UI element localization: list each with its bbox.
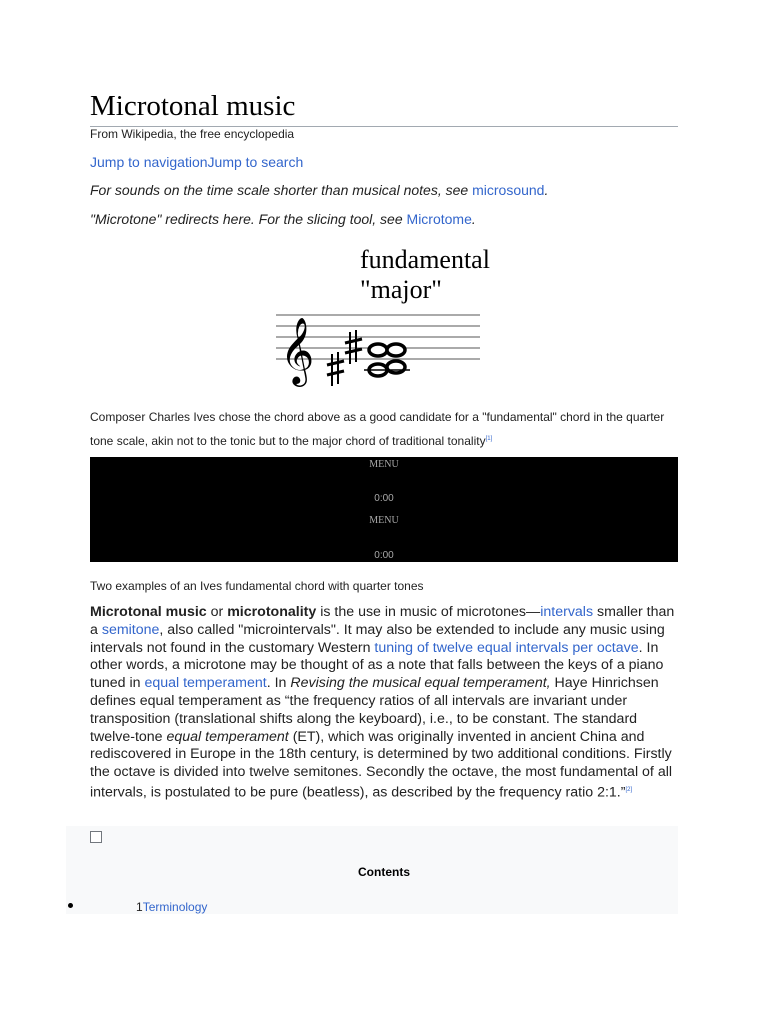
hatnote-end: . — [471, 211, 476, 227]
hatnote-text: "Microtone" redirects here. For the slicing tool, see — [90, 211, 407, 227]
audio-caption: Two examples of an Ives fundamental chord with quarter tones — [90, 579, 424, 593]
player-time: 0:00 — [374, 550, 394, 561]
bullet-icon — [68, 903, 73, 908]
semitone-link[interactable]: semitone — [101, 621, 160, 638]
figure-caption — [90, 406, 678, 452]
music-score-image — [270, 240, 500, 390]
player-menu-button[interactable]: MENU — [369, 459, 399, 470]
italic-term: equal temperament — [166, 728, 289, 745]
page-title: Microtonal music — [90, 86, 678, 127]
hatnote-end: . — [544, 182, 549, 198]
player-menu-button[interactable]: MENU — [369, 515, 399, 526]
chord-notes — [369, 344, 405, 376]
hatnote-text: For sounds on the time scale shorter than musical notes, see — [90, 182, 473, 198]
twelve-tet-link[interactable]: tuning of twelve equal intervals per octave — [374, 639, 639, 656]
intervals-link[interactable]: intervals — [540, 604, 594, 620]
player-time: 0:00 — [374, 493, 394, 504]
hatnote-microtome — [90, 211, 476, 227]
equal-temperament-link[interactable]: equal temperament — [144, 675, 267, 692]
jump-to-navigation-link[interactable]: Jump to navigation — [90, 154, 208, 170]
intro-paragraph — [90, 604, 678, 803]
text: (ET), which was originally invented in ancient China and rediscovered in Europe in the 18th century, is determined by two additional conditions. Firstly the octave is divided into twelve semitones. Secondly the octave, the most fundamental of all intervals, is postulated to be pure (beatless), as described by the frequency ratio 2:1.” — [90, 728, 673, 801]
text: or — [206, 604, 228, 620]
microtome-link[interactable]: Microtome — [406, 211, 472, 227]
site-subtitle: From Wikipedia, the free encyclopedia — [90, 127, 295, 141]
audio-player[interactable] — [90, 457, 678, 562]
text: , also called "microintervals". It may also be extended to include any music using intervals not found in the customary Western — [90, 621, 665, 656]
figure-caption-text: Composer Charles Ives chose the chord above as a good candidate for a "fundamental" chord in the quarter tone scale, akin not to the tonic but to the major chord of traditional tonality — [90, 410, 665, 448]
text: Haye Hinrichsen defines equal temperament as “the frequency ratios of all intervals are invariant under transposition (translational shifts along the keyboard), i.e., to be constant. The standard twelve-tone — [90, 675, 659, 745]
treble-clef-icon: 𝄞 — [280, 316, 315, 384]
ref-1[interactable]: [1] — [485, 436, 493, 442]
microsound-link[interactable]: microsound — [472, 182, 545, 198]
text: . In other words, a microtone may be thought of as a note that falls between the keys of a piano tuned in — [90, 639, 664, 692]
toc-item-number: 1 — [136, 900, 143, 914]
text: . In — [266, 675, 291, 692]
italic-title: Revising the musical equal temperament, — [290, 675, 551, 692]
toc-item-terminology-link[interactable]: Terminology — [142, 900, 208, 914]
chord-figure[interactable] — [270, 240, 500, 390]
jump-links — [90, 154, 303, 170]
toc-title: Contents — [358, 865, 410, 879]
ref-2[interactable]: [2] — [625, 786, 633, 793]
hatnote-microsound — [90, 182, 548, 198]
sharp-lower-icon — [327, 352, 344, 386]
bold-term: microtonality — [227, 604, 317, 620]
figure-label-line1: fundamental — [360, 245, 490, 274]
toc-toggle-checkbox[interactable] — [90, 831, 102, 843]
bold-term: Microtonal music — [90, 604, 207, 620]
text: smaller than a — [90, 604, 675, 638]
toc-item[interactable] — [136, 900, 207, 914]
jump-to-search-link[interactable]: Jump to search — [207, 154, 304, 170]
text: is the use in music of microtones— — [316, 604, 541, 620]
figure-label-line2: "major" — [360, 275, 442, 304]
